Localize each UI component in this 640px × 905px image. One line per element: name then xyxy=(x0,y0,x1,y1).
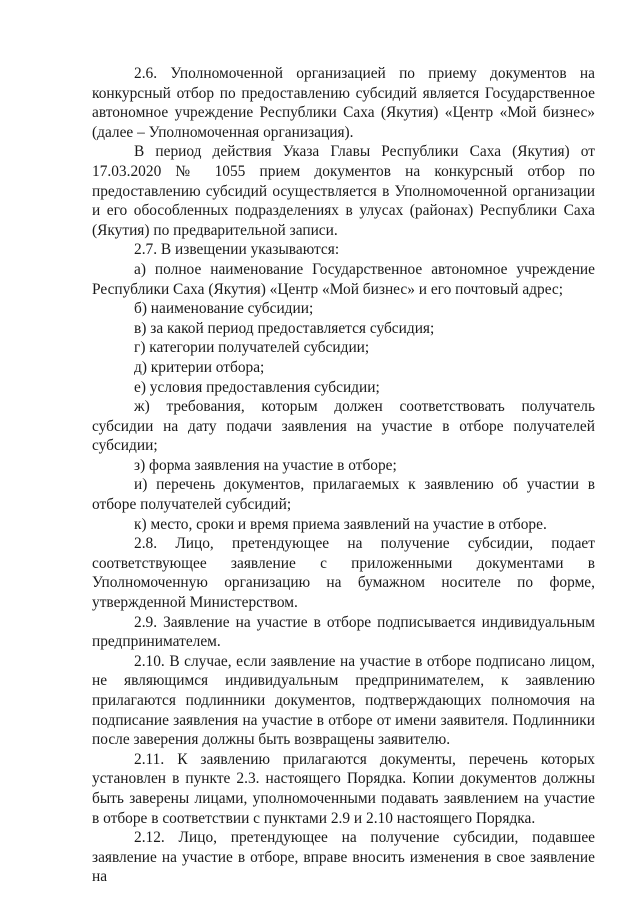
paragraph-2-10: 2.10. В случае, если заявление на участие в отборе подписано лицом, не являющимся индивидуальным предпринимателем, к заявлению прилагаются подлинники документов, подтверждающих полномочия на подписание заявления на участие в отборе от имени заявителя. Подлинники после заверения должны быть возвращены заявителю. xyxy=(92,652,595,749)
paragraph-2-7: 2.7. В извещении указываются: xyxy=(134,241,340,259)
list-item-d: д) критерии отбора; xyxy=(134,358,265,376)
list-item-zh: ж) требования, которым должен соответствовать получатель субсидии на дату подачи заявления на участие в отборе получателей субсидии; xyxy=(92,398,595,455)
document-body xyxy=(92,64,595,887)
paragraph-2-8: 2.8. Лицо, претендующее на получение субсидии, подает соответствующее заявление с приложенными документами в Уполномоченную организацию на бумажном носителе по форме, утвержденной Министерством. xyxy=(92,535,595,612)
paragraph-2-9: 2.9. Заявление на участие в отборе подписывается индивидуальным предпринимателем. xyxy=(92,613,595,651)
list-item-g: г) категории получателей субсидии; xyxy=(134,339,370,357)
paragraph-2-6: 2.6. Уполномоченной организацией по приему документов на конкурсный отбор по предоставлению субсидий является Государственное автономное учреждение Республики Саха (Якутия) «Центр «Мой бизнес» (далее – Уполномоченная организация). xyxy=(92,65,595,141)
list-item-i: и) перечень документов, прилагаемых к заявлению об участии в отборе получателей субсидий; xyxy=(92,476,595,514)
paragraph-2-12: 2.12. Лицо, претендующее на получение субсидии, подавшее заявление на участие в отборе, вправе вносить изменения в свое заявление на xyxy=(92,829,595,886)
list-item-b: б) наименование субсидии; xyxy=(134,300,314,318)
paragraph-2-11: 2.11. К заявлению прилагаются документы, перечень которых установлен в пункте 2.3. настоящего Порядка. Копии документов должны быть заверены лицами, уполномоченными подавать заявлением на участие в отборе в соответствии с пунктами 2.9 и 2.10 настоящего Порядка. xyxy=(92,750,595,827)
list-item-k: к) место, сроки и время приема заявлений на участие в отборе. xyxy=(134,515,547,533)
list-item-v: в) за какой период предоставляется субсидия; xyxy=(134,319,435,337)
list-item-e: е) условия предоставления субсидии; xyxy=(134,378,380,396)
list-item-z: з) форма заявления на участие в отборе; xyxy=(134,456,397,474)
list-item-a: а) полное наименование Государственное автономное учреждение Республики Саха (Якутия) «Центр «Мой бизнес» и его почтовый адрес; xyxy=(92,260,595,298)
paragraph-decree-period: В период действия Указа Главы Республики Саха (Якутия) от 17.03.2020 № 1055 прием документов на конкурсный отбор по предоставлению субсидий осуществляется в Уполномоченной организации и его обособленных подразделениях в улусах (районах) Республики Саха (Якутия) по предварительной записи. xyxy=(92,143,595,239)
